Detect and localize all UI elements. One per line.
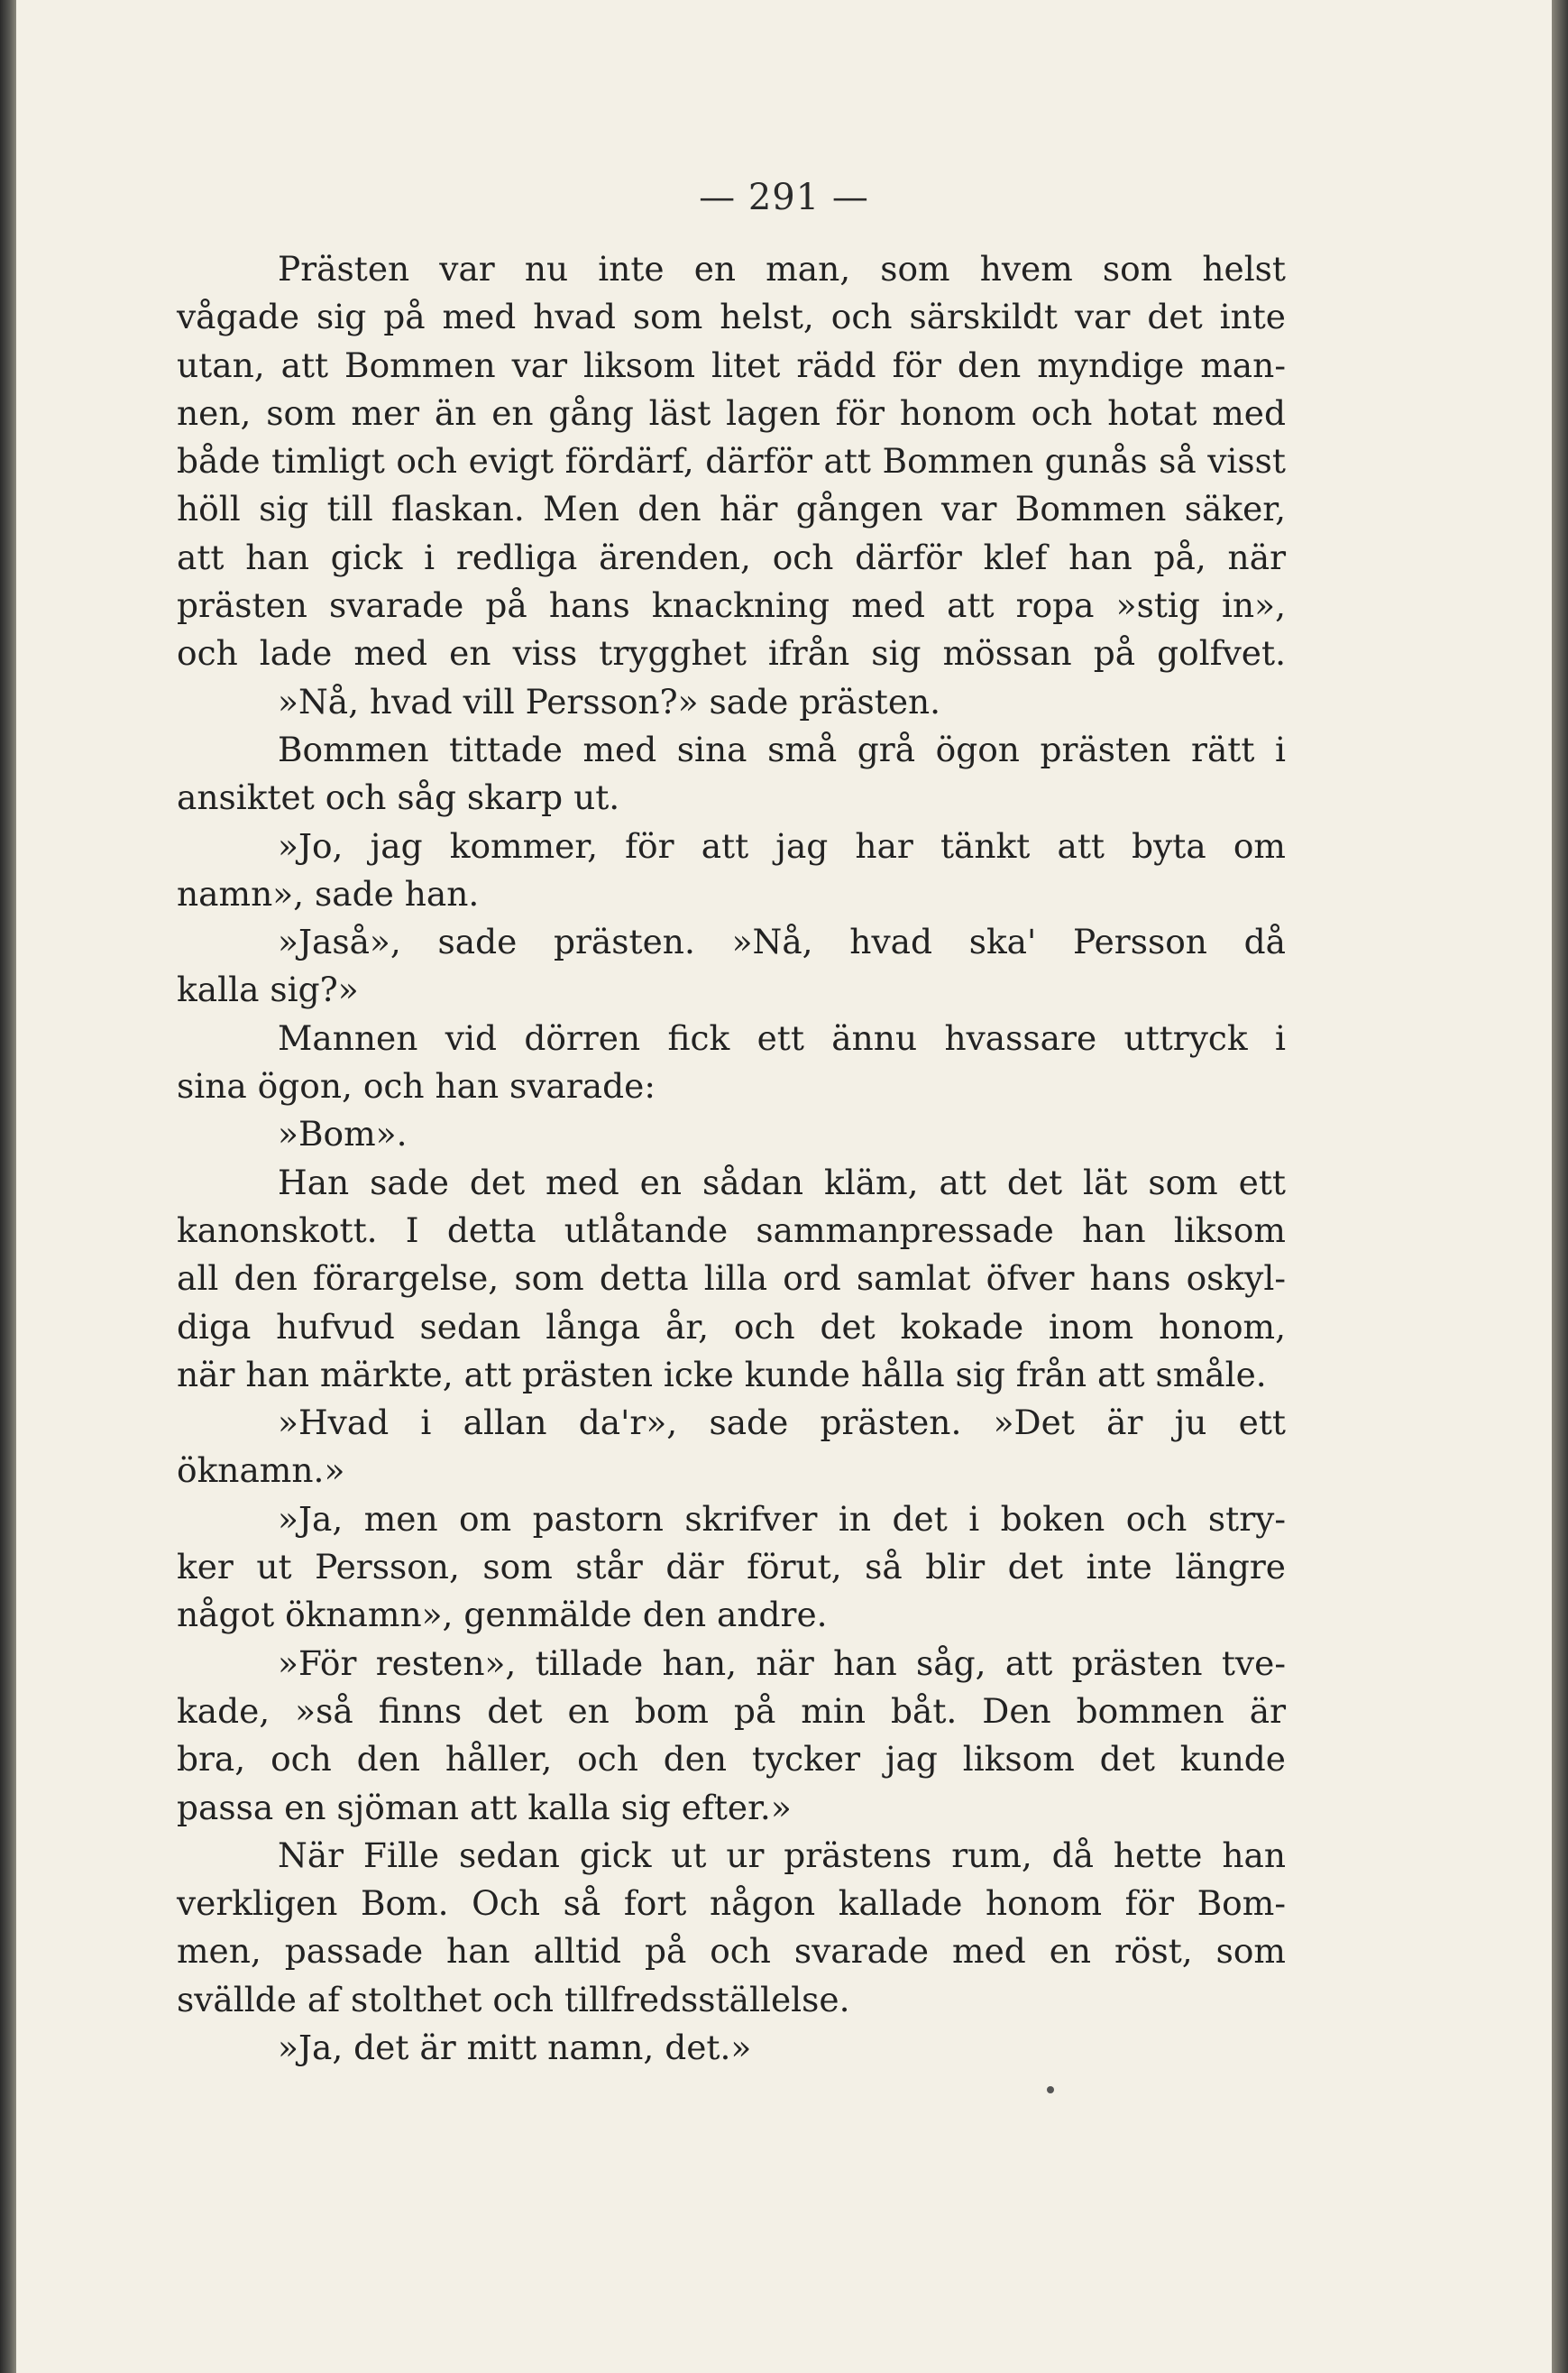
text-line: kade, »så finns det en bom på min båt. Den bommen är [177, 1690, 1286, 1731]
text-line: ansiktet och såg skarp ut. [177, 777, 620, 818]
text-line: att han gick i redliga ärenden, och därför klef han på, när [177, 537, 1286, 577]
text-line: »Nå, hvad vill Persson?» sade prästen. [278, 681, 941, 722]
text-line: När Fille sedan gick ut ur prästens rum, då hette han [278, 1835, 1286, 1875]
text-line: sina ögon, och han svarade: [177, 1066, 656, 1107]
text-line: öknamn.» [177, 1450, 345, 1491]
text-line: verkligen Bom. Och så fort någon kallade honom för Bom- [177, 1883, 1286, 1924]
text-line: Han sade det med en sådan kläm, att det lät som ett [278, 1162, 1286, 1202]
text-line: »Jaså», sade prästen. »Nå, hvad ska' Persson då [278, 922, 1286, 962]
text-line: »Bom». [278, 1114, 408, 1154]
page-edge-shadow [1552, 0, 1568, 2373]
text-line: Prästen var nu inte en man, som hvem som helst [278, 249, 1286, 289]
text-line: men, passade han alltid på och svarade med en röst, som [177, 1931, 1286, 1972]
text-line: något öknamn», genmälde den andre. [177, 1595, 828, 1635]
text-line: höll sig till flaskan. Men den här gången var Bommen säker, [177, 489, 1286, 529]
ink-speck [1047, 2086, 1054, 2093]
text-line: »Ja, men om pastorn skrifver in det i boken och stry- [278, 1498, 1286, 1539]
text-line: kalla sig?» [177, 970, 359, 1010]
scan-edge [0, 0, 16, 2373]
text-line: bra, och den håller, och den tycker jag liksom det kunde [177, 1739, 1286, 1780]
text-line: ker ut Persson, som står där förut, så blir det inte längre [177, 1547, 1286, 1587]
text-line: både timligt och evigt fördärf, därför att Bommen gunås så visst [177, 441, 1286, 482]
text-line: Mannen vid dörren fick ett ännu hvassare uttryck i [278, 1017, 1286, 1058]
text-line: »Jo, jag kommer, för att jag har tänkt att byta om [278, 825, 1286, 866]
text-line: nen, som mer än en gång läst lagen för honom och hotat med [177, 392, 1286, 433]
text-line: »Hvad i allan da'r», sade prästen. »Det är ju ett [278, 1403, 1286, 1443]
body-text [177, 245, 1286, 2072]
text-line: namn», sade han. [177, 873, 480, 914]
text-line: »För resten», tillade han, när han såg, att prästen tve- [278, 1642, 1286, 1683]
text-line: prästen svarade på hans knackning med att ropa »stig in», [177, 585, 1286, 626]
text-line: Bommen tittade med sina små grå ögon prästen rätt i [278, 729, 1286, 769]
text-line: »Ja, det är mitt namn, det.» [278, 2027, 752, 2067]
text-line: svällde af stolthet och tillfredsställelse. [177, 1979, 850, 2019]
text-line: och lade med en viss trygghet ifrån sig mössan på golfvet. [177, 633, 1286, 674]
text-line: diga hufvud sedan långa år, och det kokade inom honom, [177, 1306, 1286, 1347]
text-line: vågade sig på med hvad som helst, och särskildt var det inte [177, 297, 1286, 337]
text-line: när han märkte, att prästen icke kunde hålla sig från att småle. [177, 1354, 1267, 1394]
text-line: kanonskott. I detta utlåtande sammanpressade han liksom [177, 1209, 1286, 1250]
text-line: passa en sjöman att kalla sig efter.» [177, 1787, 792, 1827]
page-number: — 291 — [699, 177, 869, 218]
text-line: utan, att Bommen var liksom litet rädd för den myndige man- [177, 345, 1286, 385]
book-page [16, 0, 1552, 2373]
text-line: all den förargelse, som detta lilla ord samlat öfver hans oskyl- [177, 1258, 1286, 1299]
